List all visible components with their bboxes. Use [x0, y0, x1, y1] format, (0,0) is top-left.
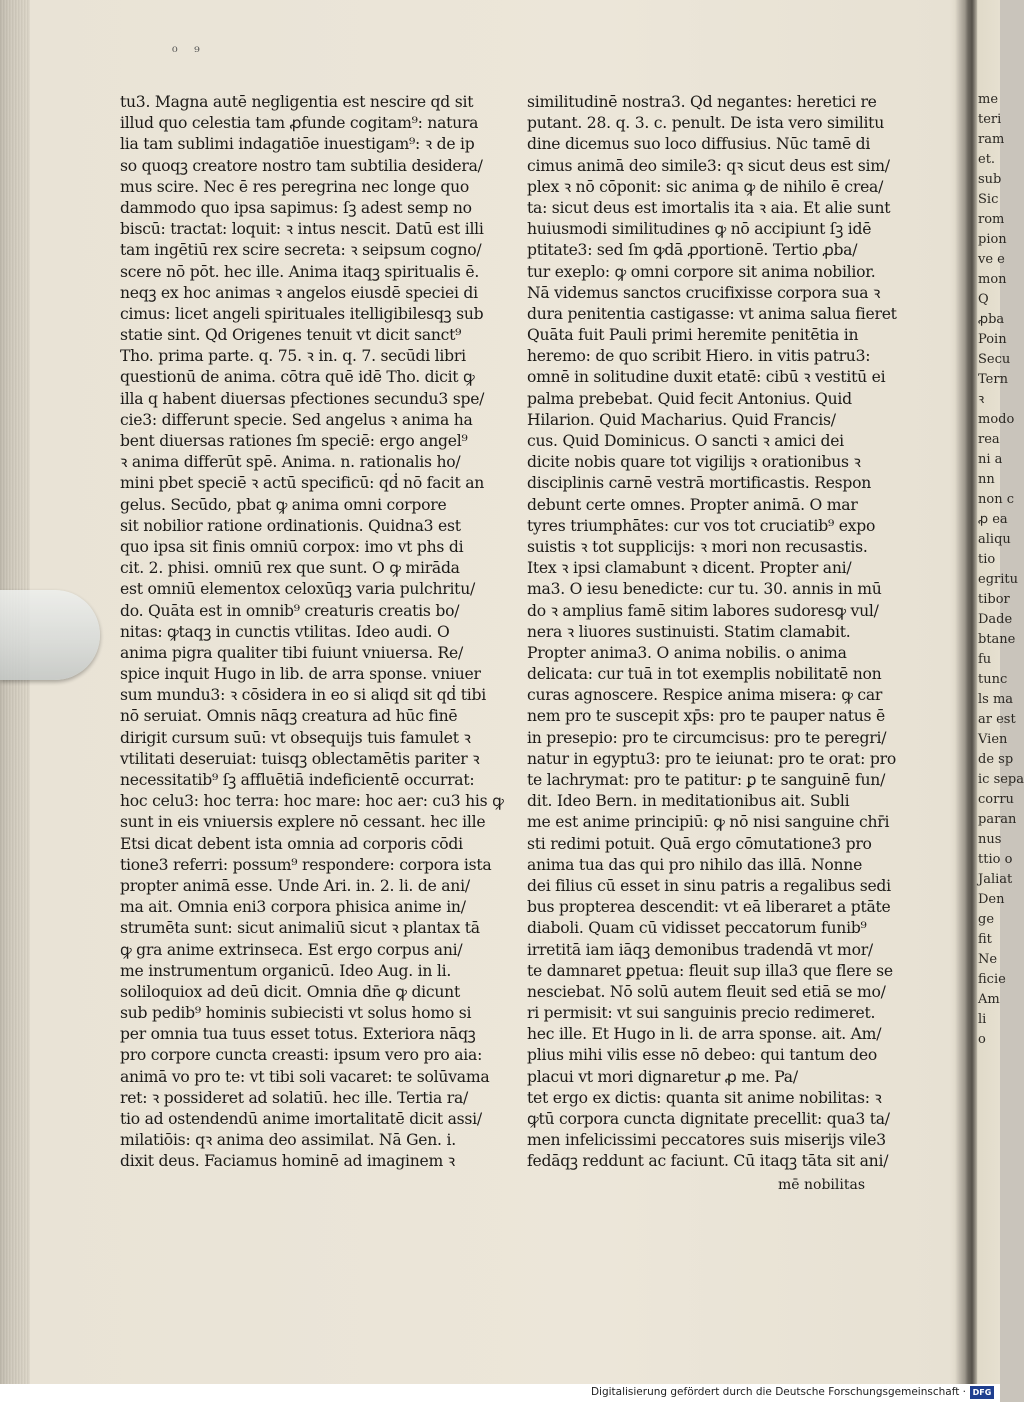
- facing-page-line: ar est: [978, 712, 1016, 727]
- text-line: soliloquiox ad deū dicit. Omnia dn̄e ꝙ dicunt: [120, 982, 460, 1001]
- facing-page-line: me: [978, 92, 999, 107]
- facing-page-line: tio: [978, 552, 996, 567]
- text-line: Itex ꝛ ipsi clamabunt ꝛ dicent. Propter ani/: [527, 559, 852, 578]
- text-line: per omnia tua tuus esset totus. Exteriora nāqꝫ: [120, 1025, 476, 1044]
- text-line: heremo: de quo scribit Hiero. in vitis patru3:: [527, 347, 871, 366]
- text-line: sit nobilior ratione ordinationis. Quidna3 est: [120, 516, 461, 535]
- facing-page-line: rom: [978, 212, 1005, 227]
- facing-page-line: Vien: [978, 732, 1008, 747]
- funding-credit: Digitalisierung gefördert durch die Deutsche Forschungsgemeinschaft ·: [590, 1386, 966, 1398]
- text-line: nō seruiat. Omnis nāqꝫ creatura ad hūc finē: [120, 707, 458, 726]
- text-line: strumēta sunt: sicut animaliū sicut ꝛ plantax tā: [120, 919, 480, 938]
- text-line: hoc celu3: hoc terra: hoc mare: hoc aer: cu3 his ꝙ: [120, 792, 504, 811]
- text-line: Tho. prima parte. q. 75. ꝛ in. q. 7. secūdi libri: [120, 347, 466, 366]
- text-line: disciplinis carnē vestrā mortificastis. Respon: [527, 474, 872, 493]
- text-line: in presepio: pro te circumcisus: pro te peregri/: [527, 728, 887, 747]
- text-line: Etsi dicat debent ista omnia ad corporis cōdi: [120, 834, 463, 853]
- facing-page-line: de sp: [978, 752, 1014, 767]
- text-line: lia tam sublimi indagatiōe inuestigam⁹: ꝛ de ip: [120, 135, 475, 154]
- facing-page-line: mon: [978, 272, 1007, 287]
- text-line: Quāta fuit Pauli primi heremite penitētia in: [527, 326, 859, 345]
- facing-page-line: o: [978, 1032, 986, 1047]
- text-line: dicite nobis quare tot vigilijs ꝛ orationibus ꝛ: [527, 453, 861, 472]
- text-line: similitudinē nostra3. Qd negantes: heretici re: [527, 93, 877, 111]
- text-line: ꝙ gra anime extrinseca. Est ergo corpus ani/: [120, 940, 463, 959]
- text-line: tione3 referri: possum⁹ respondere: corpora ista: [120, 855, 492, 874]
- text-line: sub pedib⁹ hominis subiecisti vt solus homo si: [120, 1004, 472, 1023]
- facing-page-line: ve e: [978, 252, 1005, 267]
- facing-page-line: fit: [978, 932, 992, 947]
- facing-page-line: et.: [978, 152, 996, 167]
- facing-page-line: Poin: [978, 332, 1007, 347]
- text-line: cimus: licet angeli spirituales itelligibilesqꝫ sub: [120, 304, 484, 323]
- facing-page-line: Sic: [978, 192, 999, 207]
- facing-page-line: ic sepa: [978, 772, 1024, 787]
- text-line: mini pbet speciē ꝛ actū specificū: qḋ nō facit an: [120, 474, 485, 493]
- facing-page-line: ꝓba: [978, 312, 1005, 327]
- text-line: dit. Ideo Bern. in meditationibus ait. Subli: [527, 792, 850, 811]
- text-line: ptitate3: sed ſm ꝙdā ꝓportionē. Tertio ꝓba/: [527, 241, 858, 260]
- facing-page-line: Am: [978, 992, 1000, 1007]
- bookmark-clip: [0, 590, 100, 680]
- text-line: sunt in eis vniuersis explere nō cessant. hec ille: [120, 813, 486, 832]
- text-line: sum mundu3: ꝛ cōsidera in eo si aliqd sit qḋ tibi: [120, 686, 487, 705]
- facing-page-line: nn: [978, 472, 995, 487]
- text-line: ret: ꝛ possideret ad solatiū. hec ille. Tertia ra/: [120, 1088, 469, 1107]
- facing-page-line: Den: [978, 892, 1005, 907]
- text-line: mus scire. Nec ē res peregrina nec longe quo: [120, 177, 470, 196]
- dfg-logo: DFG: [970, 1386, 994, 1399]
- text-line: spice inquit Hugo in lib. de arra sponse. vniuer: [120, 665, 481, 684]
- text-line: diaboli. Quam cū vidisset peccatorum funib⁹: [527, 919, 867, 938]
- text-line: quo ipsa sit finis omniū corpox: imo vt phs di: [120, 537, 464, 556]
- text-line: debunt certe omnes. Propter animā. O mar: [527, 495, 858, 514]
- facing-page-line: corru: [978, 792, 1014, 807]
- facing-page-line: Ne: [978, 952, 998, 967]
- facing-page-line: li: [978, 1012, 987, 1027]
- facing-page-line: ꝓ ea: [978, 512, 1008, 527]
- facing-page-line: Dade: [978, 612, 1013, 627]
- text-line: huiusmodi similitudines ꝙ nō accipiunt ſꝫ idē: [527, 220, 872, 239]
- text-line: do ꝛ amplius famē sitim labores sudoresꝙ vul/: [527, 601, 879, 620]
- text-line: te damnaret ꝑpetua: fleuit sup illa3 que flere se: [527, 961, 893, 980]
- text-line: te lachrymat: pro te patitur: ꝑ te sanguinē fun/: [527, 771, 886, 789]
- facing-page-line: egritu: [978, 572, 1018, 587]
- text-line: cus. Quid Dominicus. O sancti ꝛ amici dei: [527, 432, 844, 450]
- book-gutter: [955, 0, 977, 1384]
- facing-page-line: fu: [978, 652, 992, 667]
- facing-page-line: Q: [978, 292, 989, 307]
- text-line: necessitatib⁹ ſꝫ affluētiā indeficientē occurrat:: [120, 771, 475, 789]
- text-line: bus propterea descendit: vt eā liberaret a ptāte: [527, 898, 891, 917]
- text-line: illa q habent diuersas pfectiones secundu3 spe/: [120, 389, 485, 408]
- text-line: nera ꝛ liuores sustinuisti. Statim clamabit.: [527, 622, 851, 641]
- text-line: plex ꝛ nō cōponit: sic anima ꝙ de nihilo ē crea/: [527, 177, 884, 196]
- facing-page-line: ram: [978, 132, 1005, 147]
- facing-page-line: btane: [978, 632, 1016, 647]
- text-line: questionū de anima. cōtra quē idē Tho. dicit ꝙ: [120, 368, 475, 387]
- facing-page-line: ls ma: [978, 692, 1014, 707]
- facing-page-line: sub: [978, 172, 1002, 187]
- text-line: anima pigra qualiter tibi fuiunt vniuersa. Re/: [120, 643, 464, 662]
- right-text-column: [527, 92, 907, 1173]
- facing-page-line: nus: [978, 832, 1002, 847]
- text-line: neqꝫ ex hoc animas ꝛ angelos eiusdē speciei di: [120, 283, 478, 302]
- text-line: curas agnoscere. Respice anima misera: ꝙ car: [527, 686, 883, 705]
- text-line: anima tua das qui pro nihilo das illā. Nonne: [527, 855, 863, 874]
- text-line: ꝙtū corpora cuncta dignitate precellit: qua3 ta/: [527, 1110, 890, 1128]
- text-line: tio ad ostendendū anime imortalitatē dicit assi/: [120, 1110, 482, 1128]
- facing-page-line: ficie: [978, 972, 1006, 987]
- facing-page-line: ttio o: [978, 852, 1013, 867]
- text-line: ꝛ anima differūt spē. Anima. n. rationalis ho/: [120, 453, 461, 472]
- text-line: do. Quāta est in omnib⁹ creaturis creatis bo/: [120, 601, 460, 620]
- facing-page-line: tunc: [978, 672, 1008, 687]
- text-line: omnē in solitudine duxit etatē: cibū ꝛ vestitū ei: [527, 368, 886, 387]
- text-line: scere nō pōt. hec ille. Anima itaqꝫ spiritualis ē.: [120, 262, 480, 281]
- facing-page-line: Tern: [978, 372, 1008, 387]
- text-line: natur in egyptu3: pro te ieiunat: pro te orat: pro: [527, 749, 896, 768]
- text-line: ri permisit: vt sui sanguinis precio redimeret.: [527, 1004, 876, 1023]
- text-line: cit. 2. phisi. omniū rex que sunt. O ꝙ mirāda: [120, 559, 460, 578]
- text-line: dixit deus. Faciamus hominē ad imaginem ꝛ: [120, 1152, 455, 1171]
- facing-page-line: aliqu: [978, 532, 1011, 547]
- catchword: mē nobilitas: [778, 1177, 866, 1193]
- text-line: ta: sicut deus est imortalis ita ꝛ aia. Et alie sunt: [527, 198, 891, 217]
- facing-page-line: Jaliat: [978, 872, 1013, 887]
- facing-page-line: teri: [978, 112, 1002, 127]
- text-line: hec ille. Et Hugo in li. de arra sponse. ait. Am/: [527, 1025, 882, 1044]
- text-line: Propter anima3. O anima nobilis. o anima: [527, 643, 847, 662]
- text-line: fedāqꝫ reddunt ac faciunt. Cū itaqꝫ tāta sit ani/: [527, 1152, 889, 1171]
- text-line: est omniū elementox celoxūqꝫ varia pulchritu/: [120, 580, 475, 599]
- text-line: pro corpore cuncta creasti: ipsum vero pro aia:: [120, 1046, 483, 1065]
- text-line: animā vo pro te: vt tibi soli vacaret: te solūvama: [120, 1067, 490, 1086]
- text-line: nitas: ꝙtaqꝫ in cunctis vtilitas. Ideo audi. O: [120, 622, 450, 641]
- text-line: delicata: cur tuā in tot exemplis nobilitatē non: [527, 665, 882, 684]
- text-line: propter animā esse. Unde Ari. in. 2. li. de ani/: [120, 876, 470, 895]
- facing-page-fragment: [978, 90, 1024, 1050]
- text-line: tet ergo ex dictis: quanta sit anime nobilitas: ꝛ: [527, 1088, 882, 1107]
- text-line: me est anime principiū: ꝙ nō nisi sanguine chr̄i: [527, 813, 890, 832]
- text-line: cie3: differunt specie. Sed angelus ꝛ anima ha: [120, 410, 473, 429]
- text-line: men infelicissimi peccatores suis miserijs vile3: [527, 1131, 886, 1150]
- text-line: palma prebebat. Quid fecit Antonius. Quid: [527, 389, 852, 408]
- text-line: statie sint. Qd Origenes tenuit vt dicit sanct⁹: [120, 326, 462, 345]
- text-line: me instrumentum organicū. Ideo Aug. in li.: [120, 961, 452, 980]
- facing-page-line: paran: [978, 812, 1017, 827]
- left-text-column: [120, 92, 504, 1173]
- text-line: Hilarion. Quid Macharius. Quid Francis/: [527, 410, 836, 429]
- text-line: placui vt mori dignaretur ꝓ me. Pa/: [527, 1067, 798, 1086]
- text-line: vtilitati deseruiat: tuisqꝫ oblectamētis pariter ꝛ: [120, 749, 480, 768]
- text-line: irretitā iam iāqꝫ demonibus tradendā vt mor/: [527, 940, 873, 959]
- text-line: nem pro te suscepit xp̄s: pro te pauper natus ē: [527, 707, 885, 726]
- facing-page-line: rea: [978, 432, 1000, 447]
- text-line: dine dicemus suo loco diffusius. Nūc tamē di: [527, 135, 871, 154]
- text-line: dei filius cū esset in sinu patris a regalibus sedi: [527, 876, 891, 895]
- text-line: sti redimi potuit. Quā ergo cōmutatione3 pro: [527, 834, 872, 853]
- text-line: bent diuersas rationes ſm speciē: ergo angel⁹: [120, 432, 468, 450]
- text-line: tu3. Magna autē negligentia est nescire qd sit: [120, 93, 474, 111]
- facing-page-line: pion: [978, 232, 1007, 247]
- text-line: dura penitentia castigasse: vt anima salua fieret: [527, 304, 897, 323]
- facing-page-line: ni a: [978, 452, 1003, 467]
- text-line: tyres triumphātes: cur vos tot cruciatib⁹ expo: [527, 516, 876, 535]
- text-line: suistis ꝛ tot supplicijs: ꝛ mori non recusastis.: [527, 537, 868, 556]
- text-line: ma ait. Omnia eni3 corpora phisica anime in/: [120, 898, 466, 917]
- text-line: putant. 28. q. 3. c. penult. De ista vero similitu: [527, 114, 884, 133]
- text-line: gelus. Secūdo, pbat ꝙ anima omni corpore: [120, 495, 447, 514]
- text-line: tam ingētiū rex scire secreta: ꝛ seipsum cogno/: [120, 241, 482, 260]
- text-line: dammodo quo ipsa sapimus: ſꝫ adest semp no: [120, 198, 472, 217]
- facing-page-line: ge: [978, 912, 995, 927]
- text-line: dirigit cursum suū: vt obsequijs tuis famulet ꝛ: [120, 728, 471, 747]
- pencil-annotation: ₀ ₉: [172, 40, 206, 56]
- text-line: Nā videmus sanctos crucifixisse corpora sua ꝛ: [527, 283, 881, 302]
- facing-page-line: modo: [978, 412, 1015, 427]
- text-line: cimus animā deo simile3: qꝛ sicut deus est sim/: [527, 156, 890, 175]
- facing-page-line: ꝛ: [978, 392, 985, 407]
- page-edges: [0, 0, 30, 1384]
- text-line: milatiōis: qꝛ anima deo assimilat. Nā Gen. i.: [120, 1131, 456, 1150]
- facing-page-line: tibor: [978, 592, 1010, 607]
- text-line: illud quo celestia tam ꝓfunde cogitam⁹: natura: [120, 114, 479, 133]
- text-line: plius mihi vilis esse nō debeo: qui tantum deo: [527, 1046, 878, 1065]
- facing-page-line: Secu: [978, 352, 1011, 367]
- text-line: so quoqꝫ creatore nostro tam subtilia desidera/: [120, 156, 483, 175]
- text-line: nesciebat. Nō solū autem fleuit sed etiā se mo/: [527, 982, 886, 1001]
- facing-page-line: non c: [978, 492, 1014, 507]
- text-line: tur exeplo: ꝙ omni corpore sit anima nobilior.: [527, 262, 876, 281]
- text-line: ma3. O iesu benedicte: cur tu. 30. annis in mū: [527, 580, 882, 599]
- text-line: biscū: tractat: loquit: ꝛ intus nescit. Datū est illi: [120, 220, 484, 239]
